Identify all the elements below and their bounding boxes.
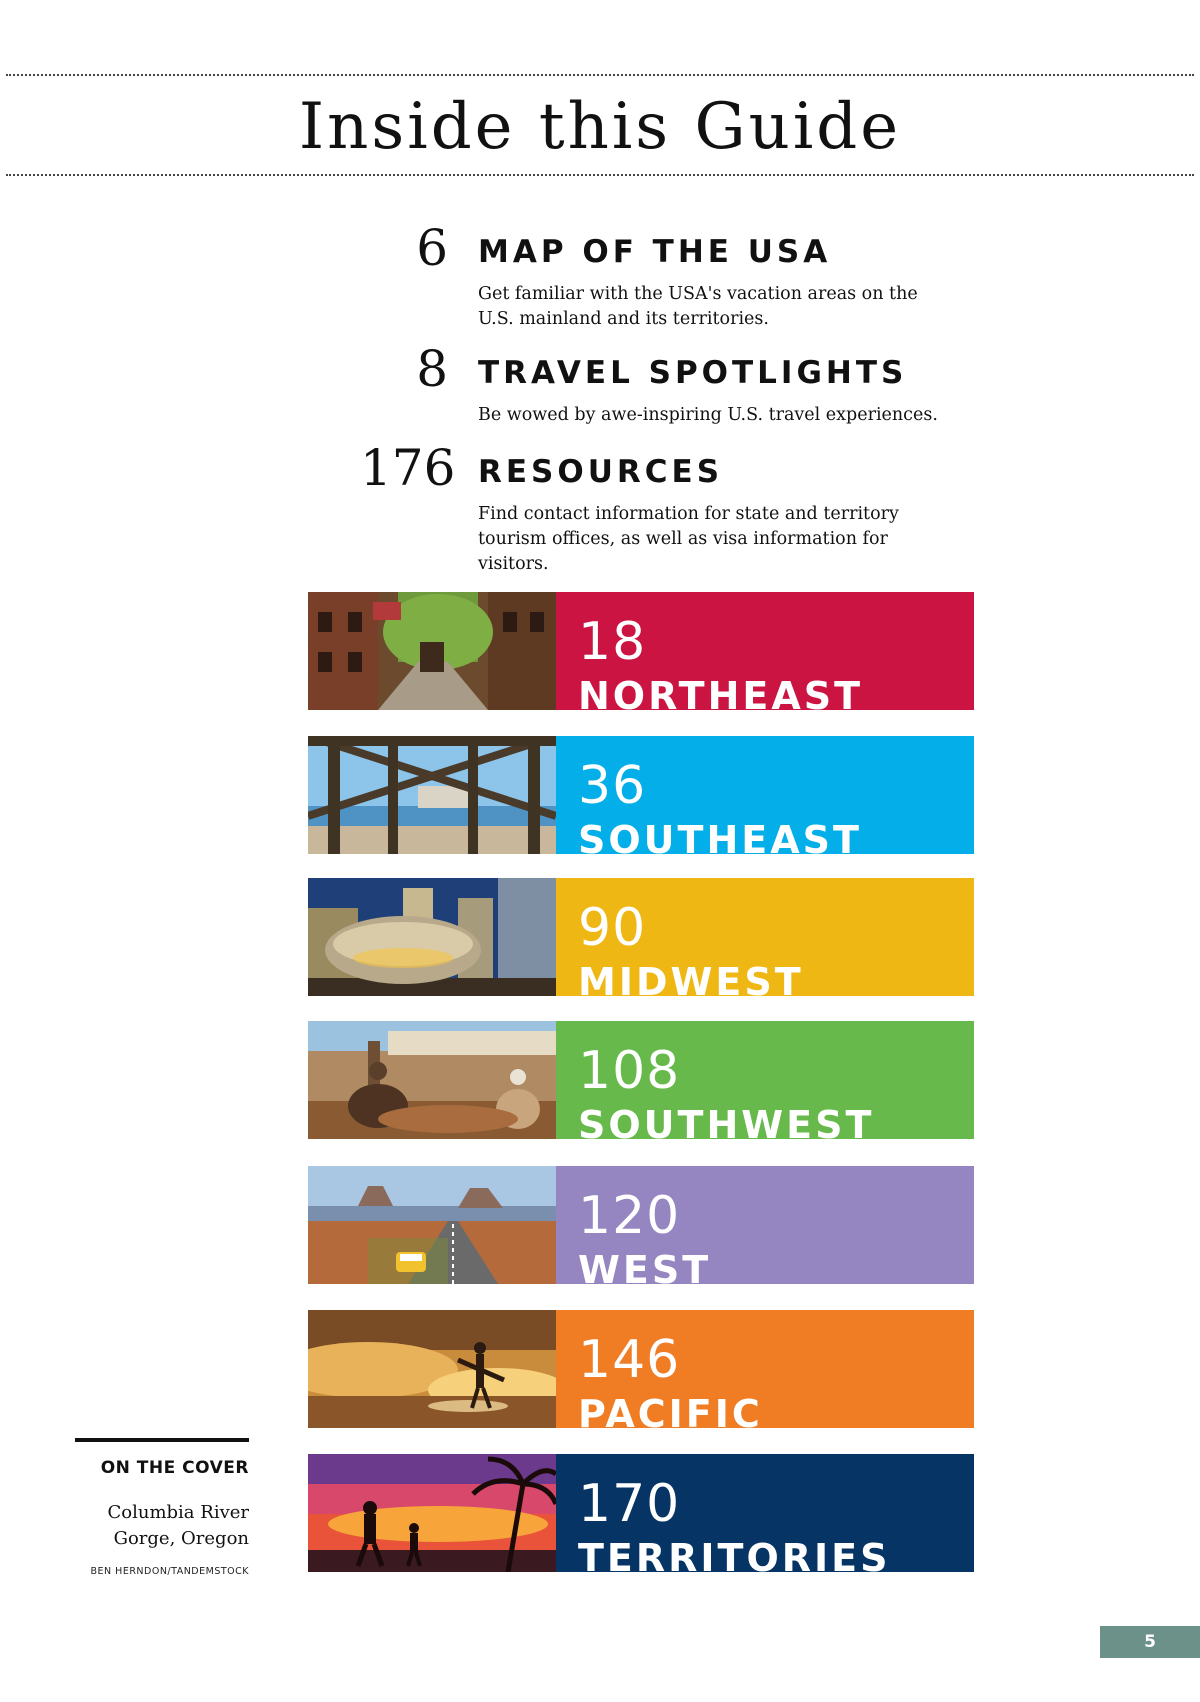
region-page-number: 120 [578,1186,681,1246]
entry-description: Find contact information for state and territory tourism offices, as well as visa information for visitors. [478,504,899,574]
entry-page-number: 8 [416,340,448,398]
region-band [556,1310,974,1428]
region-band [556,1454,974,1572]
entry-page-number: 176 [360,439,456,497]
entry-heading: RESOURCES [478,454,724,490]
cover-caption-line: Columbia River [107,1502,249,1523]
cover-caption-line: Gorge, Oregon [113,1528,249,1549]
toc-entry-map[interactable] [360,219,980,332]
midwest-bean-photo [308,878,556,996]
southwest-stockyards-photo [308,1021,556,1139]
cover-caption [60,1500,249,1552]
west-monument-valley-photo [308,1166,556,1284]
toc-entry-resources[interactable] [360,439,980,574]
region-southeast[interactable] [308,736,974,854]
region-midwest[interactable] [308,878,974,996]
region-band [556,736,974,854]
entry-heading: MAP OF THE USA [478,234,832,270]
bottom-dotted-rule [6,174,1194,176]
region-northeast[interactable] [308,592,974,710]
page-title: Inside this Guide [298,90,902,164]
cover-label: ON THE COVER [100,1458,249,1478]
territories-sunset-photo [308,1454,556,1572]
region-page-number: 36 [578,756,647,816]
entry-description: Get familiar with the USA's vacation areas on the U.S. mainland and its territories. [478,284,918,329]
region-page-number: 108 [578,1041,681,1101]
region-pacific[interactable] [308,1310,974,1428]
region-west[interactable] [308,1166,974,1284]
entry-description: Be wowed by awe-inspiring U.S. travel experiences. [478,405,938,425]
region-page-number: 170 [578,1474,681,1534]
region-territories[interactable] [308,1454,974,1572]
region-name: SOUTHWEST [578,1103,875,1139]
entry-heading: TRAVEL SPOTLIGHTS [478,355,908,391]
region-name: PACIFIC [578,1392,763,1428]
region-page-number: 146 [578,1330,681,1390]
pacific-surfer-photo [308,1310,556,1428]
toc-entry-spotlights[interactable] [360,340,980,453]
entry-page-number: 6 [416,219,448,277]
cover-divider [75,1438,249,1442]
region-name: TERRITORIES [578,1536,891,1572]
photo-credit: BEN HERNDON/TANDEMSTOCK [90,1566,249,1577]
region-band [556,878,974,996]
region-name: NORTHEAST [578,674,864,710]
page-number: 5 [1100,1626,1200,1658]
region-band [556,1166,974,1284]
region-name: WEST [578,1248,712,1284]
northeast-street-photo [308,592,556,710]
region-southwest[interactable] [308,1021,974,1139]
region-name: SOUTHEAST [578,818,862,854]
region-page-number: 18 [578,612,647,672]
region-band [556,1021,974,1139]
region-name: MIDWEST [578,960,804,996]
region-band [556,592,974,710]
region-page-number: 90 [578,898,647,958]
southeast-pier-photo [308,736,556,854]
top-dotted-rule [6,74,1194,76]
